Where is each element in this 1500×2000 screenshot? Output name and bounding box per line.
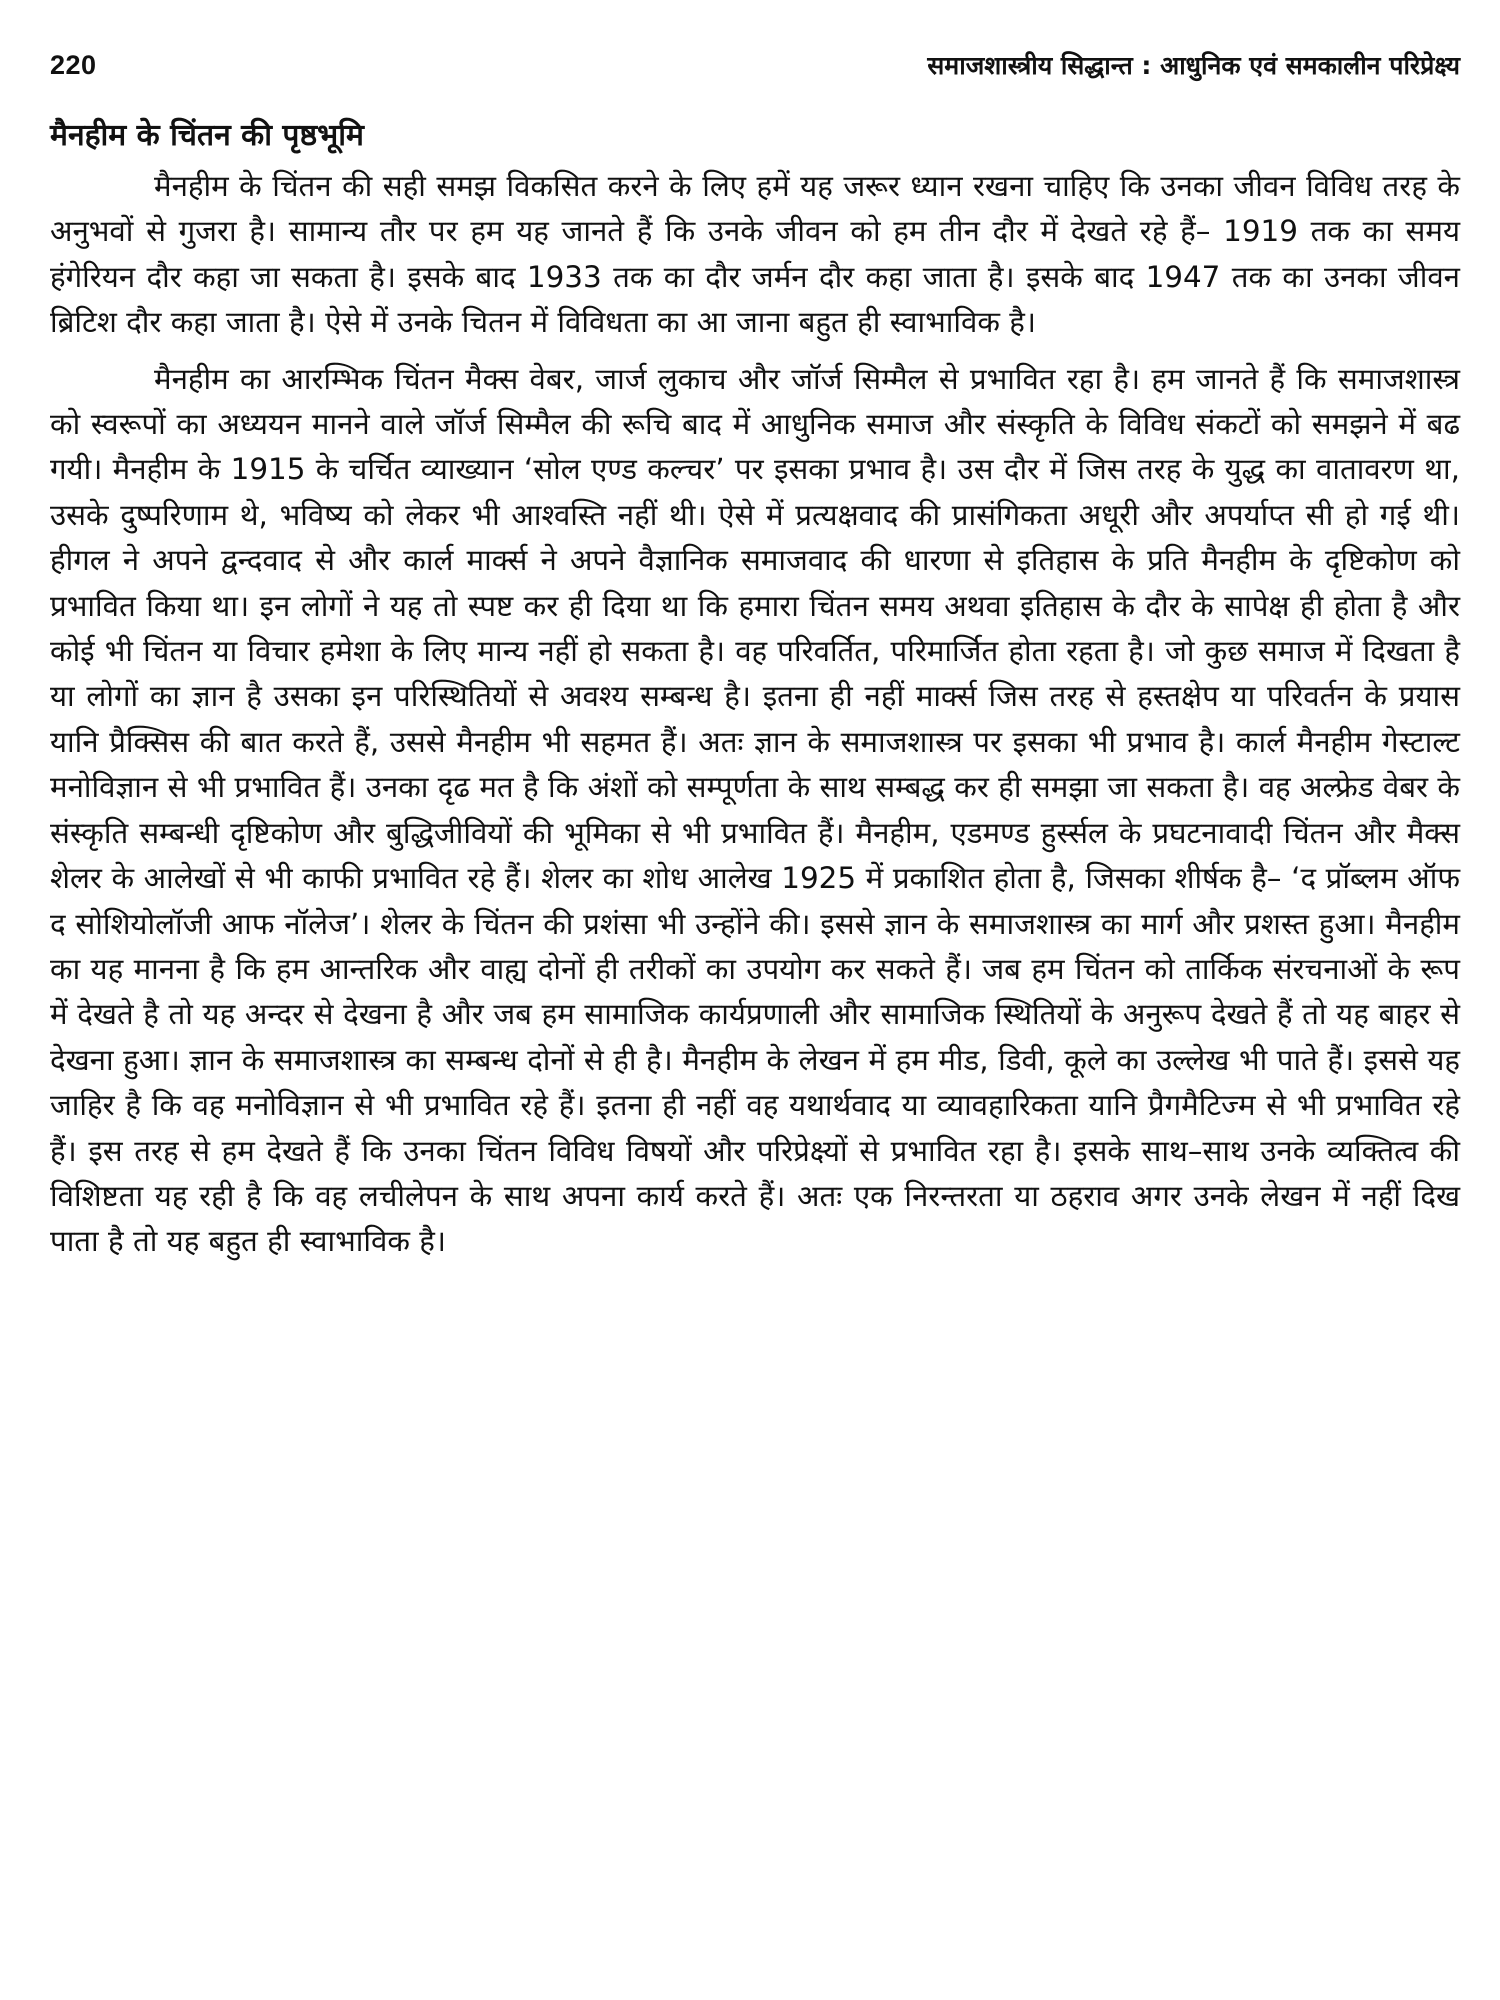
paragraph-influences: मैनहीम का आरम्भिक चिंतन मैक्स वेबर, जार्ज लुकाच और जॉर्ज सिम्मैल से प्रभावित रहा है। हम जानते हैं कि समाजशास्त्र को स्वरूपों का अध्ययन मानने वाले जॉर्ज सिम्मैल की रूचि बाद में आधुनिक समाज और संस्कृति के विविध संकटों को समझने में बढ गयी। मैनहीम के 1915 के चर्चित व्याख्यान ‘सोल एण्ड कल्चर’ पर इसका प्रभाव है। उस दौर में जिस तरह के युद्ध का वातावरण था, उसके दुष्परिणाम थे, भविष्य को लेकर भी आश्वस्ति नहीं थी। ऐसे में प्रत्यक्षवाद की प्रासंगिकता अधूरी और अपर्याप्त सी हो गई थी। हीगल ने अपने द्वन्दवाद से और कार्ल मार्क्स ने अपने वैज्ञानिक समाजवाद की धारणा से इतिहास के प्रति मैनहीम के दृष्टिकोण को प्रभावित किया था। इन लोगों ने यह तो स्पष्ट कर ही दिया था कि हमारा चिंतन समय अथवा इतिहास के दौर के सापेक्ष ही होता है और कोई भी चिंतन या विचार हमेशा के लिए मान्य नहीं हो सकता है। वह परिवर्तित, परिमार्जित होता रहता है। जो कुछ समाज में दिखता है या लोगों का ज्ञान है उसका इन परिस्थितियों से अवश्य सम्बन्ध है। इतना ही नहीं मार्क्स जिस तरह से हस्तक्षेप या परिवर्तन के प्रयास यानि प्रैक्सिस की बात करते हैं, उससे मैनहीम भी सहमत हैं। अतः ज्ञान के समाजशास्त्र पर इसका भी प्रभाव है। कार्ल मैनहीम गेस्टाल्ट मनोविज्ञान से भी प्रभावित हैं। उनका दृढ मत है कि अंशों को सम्पूर्णता के साथ सम्बद्ध कर ही समझा जा सकता है। वह अल्फ्रेड वेबर के संस्कृति सम्बन्धी दृष्टिकोण और बुद्धिजीवियों की भूमिका से भी प्रभावित हैं। मैनहीम, एडमण्ड हुर्स्सल के प्रघटनावादी चिंतन और मैक्स शेलर के आलेखों से भी काफी प्रभावित रहे हैं। शेलर का शोध आलेख 1925 में प्रकाशित होता है, जिसका शीर्षक है– ‘द प्रॉब्लम ऑफ द सोशियोलॉजी आफ नॉलेज’। शेलर के चिंतन की प्रशंसा भी उन्होंने की। इससे ज्ञान के समाजशास्त्र का मार्ग और प्रशस्त हुआ। मैनहीम का यह मानना है कि हम आन्तरिक और वाह्य दोनों ही तरीकों का उपयोग कर सकते हैं। जब हम चिंतन को तार्किक संरचनाओं के रूप में देखते है तो यह अन्दर से देखना है और जब हम सामाजिक कार्यप्रणाली और सामाजिक स्थितियों के अनुरूप देखते हैं तो यह बाहर से देखना हुआ। ज्ञान के समाजशास्त्र का सम्बन्ध दोनों से ही है। मैनहीम के लेखन में हम मीड, डिवी, कूले का उल्लेख भी पाते हैं। इससे यह जाहिर है कि वह मनोविज्ञान से भी प्रभावित रहे हैं। इतना ही नहीं वह यथार्थवाद या व्यावहारिकता यानि प्रैगमैटिज्म से भी प्रभावित रहे हैं। इस तरह से हम देखते हैं कि उनका चिंतन विविध विषयों और परिप्रेक्ष्यों से प्रभावित रहा है। इसके साथ–साथ उनके व्यक्तित्व की विशिष्टता यह रही है कि वह लचीलेपन के साथ अपना कार्य करते हैं। अतः एक निरन्तरता या ठहराव अगर उनके लेखन में नहीं दिख पाता है तो यह बहुत ही स्वाभाविक है। [50, 361, 1461, 1259]
book-page [50, 48, 1460, 1968]
section-heading: मैनहीम के चिंतन की पृष्ठभूमि [50, 118, 364, 153]
paragraph-life-phases: मैनहीम के चिंतन की सही समझ विकसित करने के लिए हमें यह जरूर ध्यान रखना चाहिए कि उनका जीवन विविध तरह के अनुभवों से गुजरा है। सामान्य तौर पर हम यह जानते हैं कि उनके जीवन को हम तीन दौर में देखते रहे हैं– 1919 तक का समय हंगेरियन दौर कहा जा सकता है। इसके बाद 1933 तक का दौर जर्मन दौर कहा जाता है। इसके बाद 1947 तक का उनका जीवन ब्रिटिश दौर कहा जाता है। ऐसे में उनके चितन में विविधता का आ जाना बहुत ही स्वाभाविक है। [50, 169, 1460, 340]
running-header [50, 48, 1460, 94]
book-title: समाजशास्त्रीय सिद्धान्त : आधुनिक एवं समकालीन परिप्रेक्ष्य [927, 51, 1460, 80]
page-number: 220 [50, 50, 97, 80]
